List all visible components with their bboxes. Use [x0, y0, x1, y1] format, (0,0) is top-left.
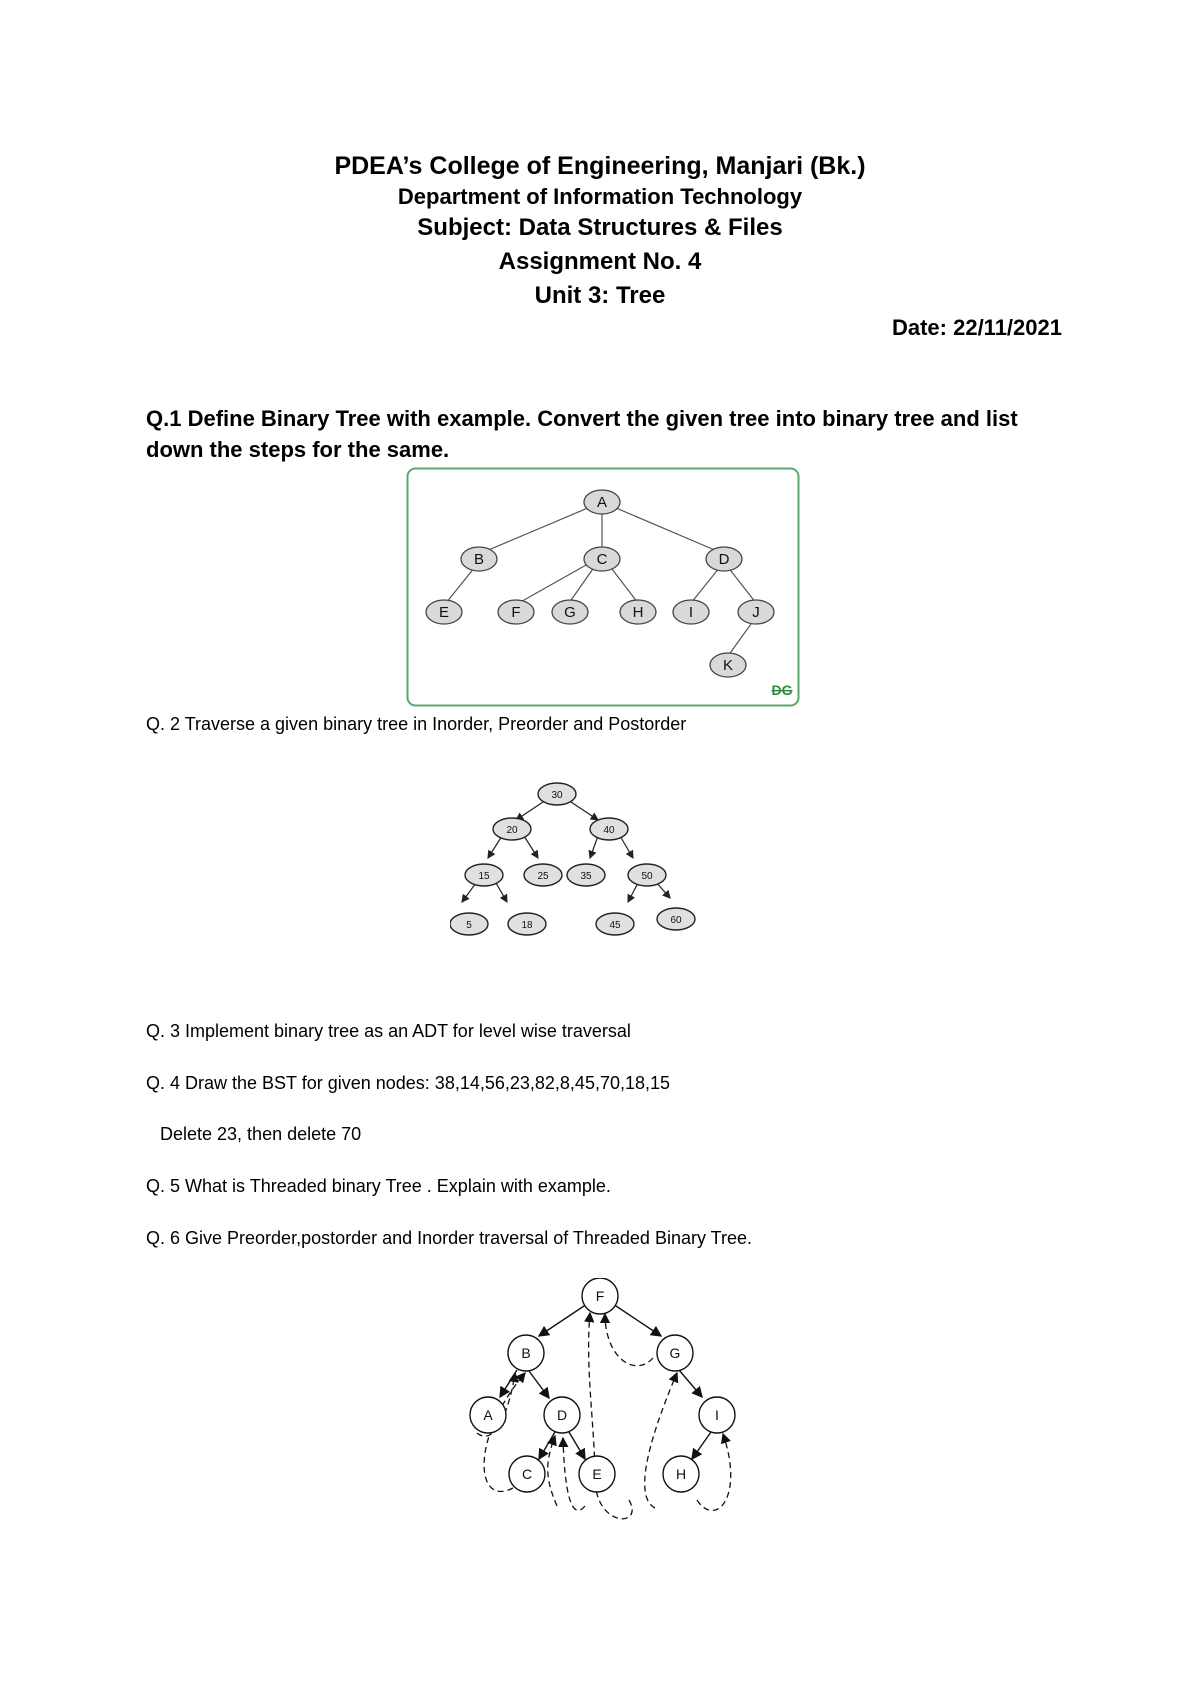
tree2-node-18: 18	[521, 920, 533, 931]
tree2-node-30: 30	[551, 790, 563, 801]
tree1-node-d: D	[718, 551, 730, 568]
tree1-node-k: K	[722, 657, 734, 674]
question-4: Q. 4 Draw the BST for given nodes: 38,14,56,23,82,8,45,70,18,15	[146, 1073, 671, 1093]
tree1-node-e: E	[438, 604, 450, 621]
threaded-tree-figure	[445, 1278, 765, 1528]
tree2-node-5: 5	[466, 920, 472, 931]
tree1-node-f: F	[511, 604, 521, 621]
tree1-node-c: C	[596, 551, 608, 568]
unit-title: Unit 3: Tree	[534, 282, 666, 309]
tree2-node-50: 50	[641, 871, 653, 882]
tree1-node-b: B	[473, 551, 485, 568]
tree3-node-c: C	[521, 1466, 533, 1482]
tree3-node-g: G	[669, 1345, 681, 1361]
assignment-date: Date: 22/11/2021	[891, 315, 1062, 340]
subject-title: Subject: Data Structures & Files	[417, 214, 783, 241]
assignment-number: Assignment No. 4	[498, 248, 702, 275]
binary-tree-figure	[450, 780, 750, 950]
question-1: Q.1 Define Binary Tree with example. Convert the given tree into binary tree and list down the steps for the same.	[146, 406, 1018, 462]
tree2-node-25: 25	[537, 871, 549, 882]
tree3-node-b: B	[521, 1345, 531, 1361]
college-name: PDEA’s College of Engineering, Manjari (Bk.)	[334, 152, 866, 180]
question-3: Q. 3 Implement binary tree as an ADT for level wise traversal	[146, 1021, 631, 1041]
department-name: Department of Information Technology	[397, 184, 803, 209]
question-6: Q. 6 Give Preorder,postorder and Inorder traversal of Threaded Binary Tree.	[146, 1228, 752, 1248]
tree1-node-i: I	[688, 604, 694, 621]
dg-watermark: DG	[771, 682, 793, 698]
tree1-node-g: G	[564, 604, 576, 621]
tree2-node-40: 40	[603, 825, 615, 836]
tree3-node-e: E	[592, 1466, 602, 1482]
tree3-node-f: F	[595, 1288, 605, 1304]
tree1-node-a: A	[596, 494, 608, 511]
question-2: Q. 2 Traverse a given binary tree in Inorder, Preorder and Postorder	[146, 714, 687, 734]
tree3-node-h: H	[675, 1466, 687, 1482]
tree3-node-i: I	[715, 1407, 719, 1423]
tree2-node-15: 15	[478, 871, 490, 882]
tree3-node-d: D	[556, 1407, 568, 1423]
tree2-node-35: 35	[580, 871, 592, 882]
tree2-node-45: 45	[609, 920, 621, 931]
question-5: Q. 5 What is Threaded binary Tree . Explain with example.	[146, 1176, 611, 1196]
tree2-node-20: 20	[506, 825, 518, 836]
tree1-node-j: J	[752, 604, 760, 621]
general-tree-figure	[406, 467, 800, 707]
question-4-subpart: Delete 23, then delete 70	[160, 1124, 362, 1144]
tree3-node-a: A	[483, 1407, 493, 1423]
tree1-node-h: H	[632, 604, 644, 621]
tree2-node-60: 60	[670, 915, 682, 926]
